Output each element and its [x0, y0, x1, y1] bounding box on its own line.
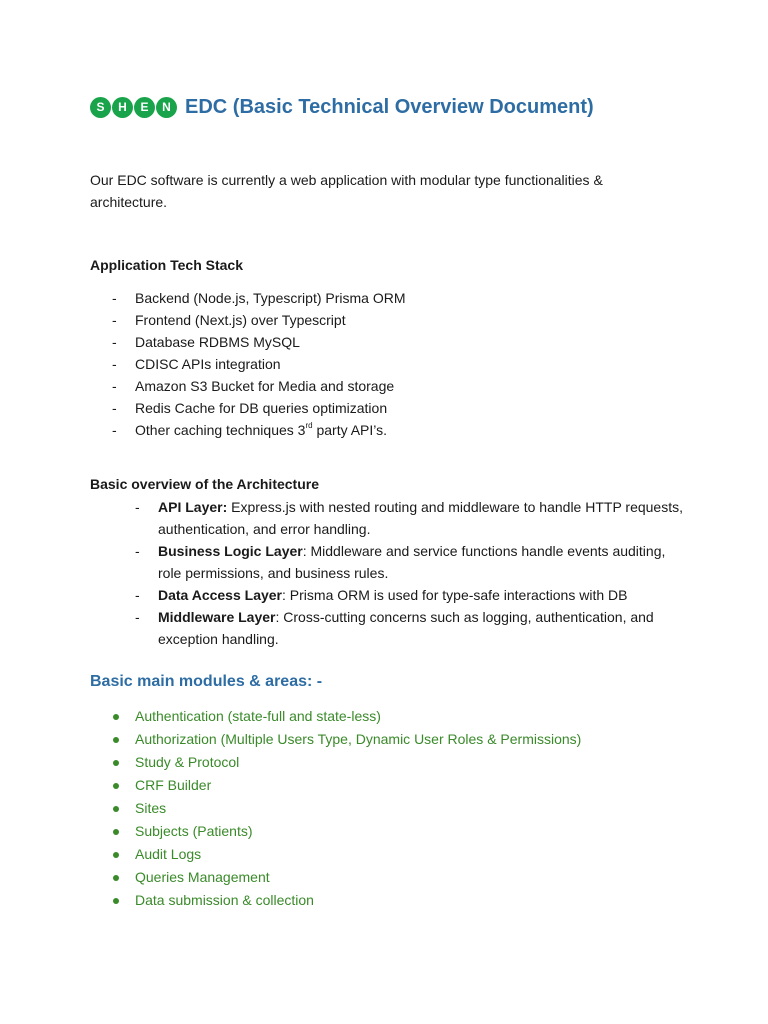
module-item-text: Audit Logs [135, 846, 202, 862]
document-title: EDC (Basic Technical Overview Document) [185, 95, 594, 118]
logo-letter-n: N [156, 97, 177, 118]
bullet-icon [113, 829, 119, 835]
title-row [90, 93, 594, 121]
dash-marker: - [135, 587, 140, 603]
list-item [135, 540, 685, 584]
module-item [90, 705, 690, 728]
list-item [135, 496, 685, 540]
list-item-text: CDISC APIs integration [135, 356, 281, 372]
layer-description: : Cross-cutting concerns such as logging, authentication, and exception handling. [158, 609, 654, 647]
modules-list [90, 705, 690, 912]
module-item [90, 728, 690, 751]
layer-description: : Middleware and service functions handle events auditing, role permissions, and business rules. [158, 543, 666, 581]
list-item-text-before: Other caching techniques 3 [135, 422, 306, 438]
dash-marker: - [135, 609, 140, 625]
bullet-icon [113, 714, 119, 720]
logo-letter-e: E [134, 97, 155, 118]
list-item-text: Amazon S3 Bucket for Media and storage [135, 378, 395, 394]
layer-label: API Layer: [158, 499, 228, 515]
dash-marker: - [112, 378, 117, 394]
module-item [90, 820, 690, 843]
dash-marker: - [112, 400, 117, 416]
bullet-icon [113, 875, 119, 881]
bullet-icon [113, 806, 119, 812]
module-item [90, 751, 690, 774]
module-item [90, 843, 690, 866]
list-item-text: Backend (Node.js, Typescript) Prisma ORM [135, 290, 406, 306]
dash-marker: - [112, 334, 117, 350]
list-item [90, 419, 690, 441]
list-item-text-after: party API’s. [312, 422, 388, 438]
modules-heading: Basic main modules & areas: - [90, 673, 323, 690]
module-item-text: Sites [135, 800, 167, 816]
bullet-icon [113, 760, 119, 766]
dash-marker: - [112, 356, 117, 372]
module-item [90, 889, 690, 912]
list-item [90, 309, 690, 331]
module-item-text: Authentication (state-full and state-less) [135, 708, 381, 724]
logo-letter-h: H [112, 97, 133, 118]
list-item-text: Frontend (Next.js) over Typescript [135, 312, 346, 328]
layer-label: Middleware Layer [158, 609, 276, 625]
bullet-icon [113, 737, 119, 743]
tech-stack-list [90, 287, 690, 441]
intro-paragraph: Our EDC software is currently a web application with modular type functionalities & architecture. [90, 172, 603, 210]
list-item-text: Database RDBMS MySQL [135, 334, 300, 350]
module-item-text: Subjects (Patients) [135, 823, 253, 839]
module-item-text: Study & Protocol [135, 754, 240, 770]
shen-logo [90, 96, 177, 118]
bullet-icon [113, 852, 119, 858]
module-item [90, 774, 690, 797]
list-item [90, 331, 690, 353]
module-item [90, 797, 690, 820]
list-item [90, 375, 690, 397]
module-item-text: Data submission & collection [135, 892, 314, 908]
module-item [90, 866, 690, 889]
dash-marker: - [112, 290, 117, 306]
list-item [135, 606, 685, 650]
layer-label: Data Access Layer [158, 587, 283, 603]
architecture-heading: Basic overview of the Architecture [90, 476, 320, 492]
list-item-text: Redis Cache for DB queries optimization [135, 400, 388, 416]
list-item [135, 584, 685, 606]
list-item [90, 287, 690, 309]
dash-marker: - [112, 422, 117, 438]
list-item [90, 397, 690, 419]
list-item [90, 353, 690, 375]
dash-marker: - [135, 543, 140, 559]
bullet-icon [113, 783, 119, 789]
dash-marker: - [135, 499, 140, 515]
bullet-icon [113, 898, 119, 904]
dash-marker: - [112, 312, 117, 328]
layer-label: Business Logic Layer [158, 543, 303, 559]
layer-description: : Prisma ORM is used for type-safe interactions with DB [282, 587, 628, 603]
architecture-list [135, 496, 685, 650]
module-item-text: Queries Management [135, 869, 270, 885]
module-item-text: Authorization (Multiple Users Type, Dynamic User Roles & Permissions) [135, 731, 582, 747]
module-item-text: CRF Builder [135, 777, 212, 793]
superscript-ordinal: rd [305, 421, 313, 430]
layer-description: Express.js with nested routing and middleware to handle HTTP requests, authentication, and error handling. [158, 499, 684, 537]
tech-stack-heading: Application Tech Stack [90, 257, 243, 273]
logo-letter-s: S [90, 97, 111, 118]
